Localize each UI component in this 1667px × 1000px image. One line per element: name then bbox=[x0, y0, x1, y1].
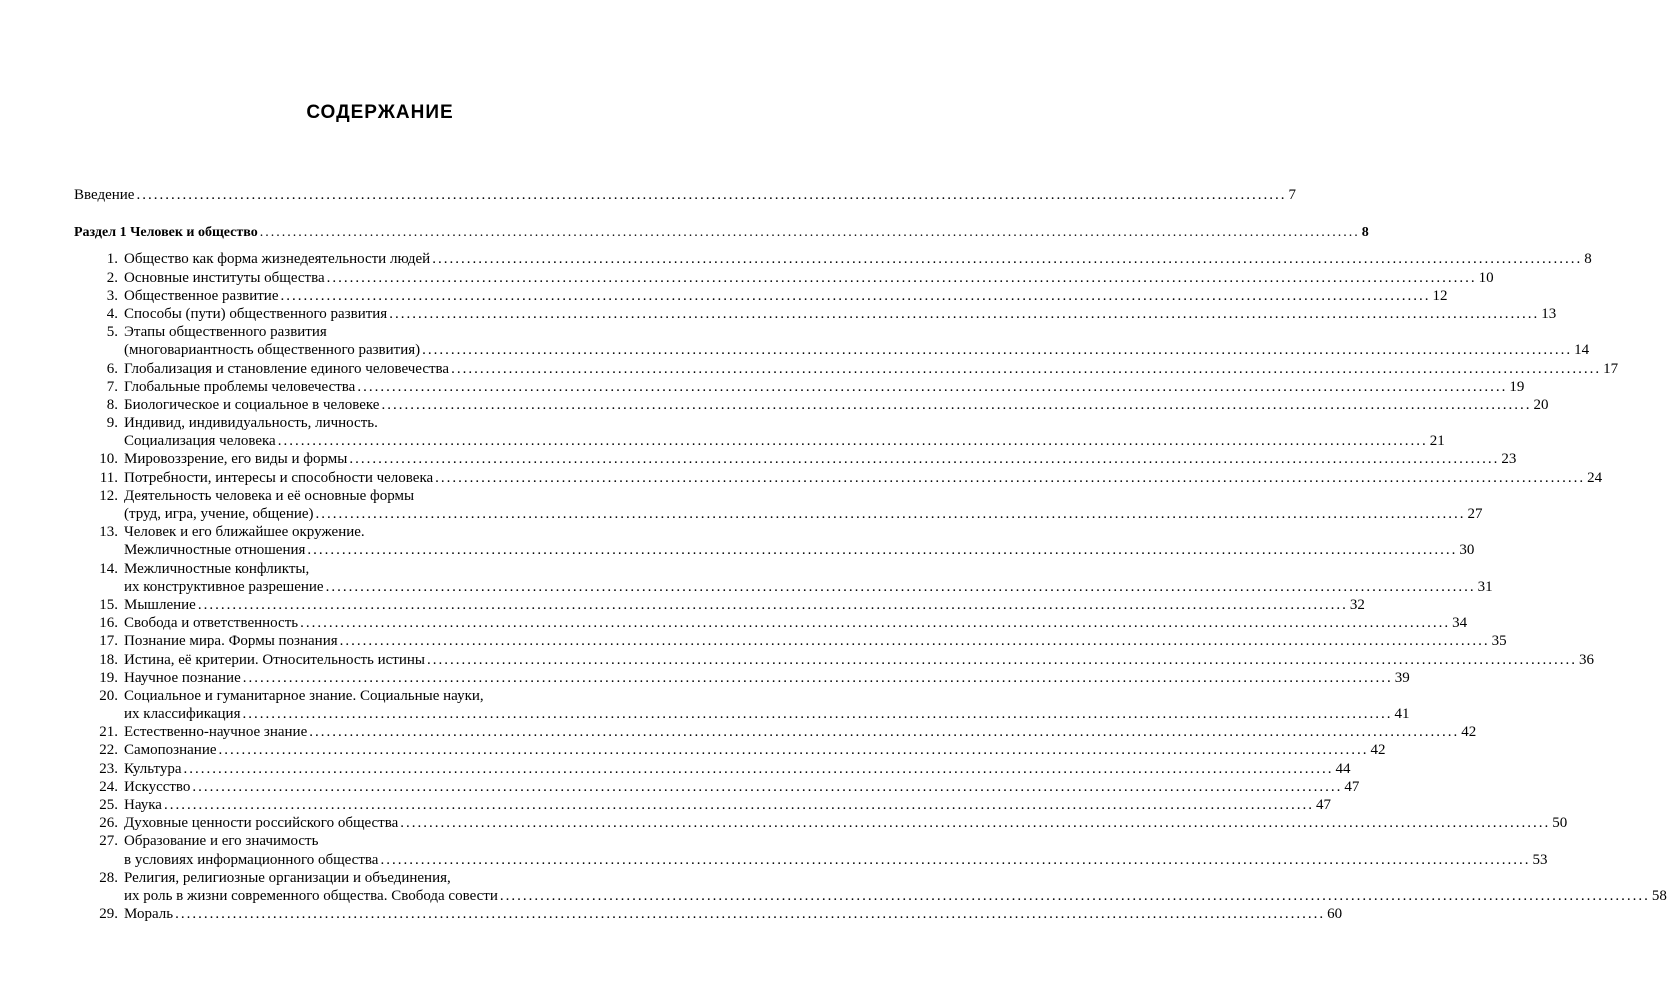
dot-leader: ........................................................................................................................................................................................................ bbox=[326, 269, 1477, 286]
toc-entry-line bbox=[74, 669, 1410, 687]
toc-entry-line bbox=[74, 614, 1468, 632]
dot-leader: ........................................................................................................................................................................................................ bbox=[242, 669, 1393, 686]
toc-entry-line bbox=[74, 705, 1410, 723]
toc-entry-page: 41 bbox=[1394, 706, 1410, 723]
toc-entry-line bbox=[74, 323, 690, 341]
toc-entry[interactable] bbox=[74, 378, 1525, 396]
toc-entry-page: 39 bbox=[1394, 669, 1410, 686]
toc-entry-label: Свобода и ответственность bbox=[124, 615, 299, 632]
dot-leader: ........................................................................................................................................................................................................ bbox=[192, 778, 1343, 795]
toc-entry-line bbox=[74, 851, 1548, 869]
toc-entry-number: 1. bbox=[106, 251, 118, 268]
toc-entry-label: Этапы общественного развития bbox=[124, 324, 327, 341]
toc-entry-page: 58 bbox=[1651, 887, 1667, 904]
toc-entry-label: (труд, игра, учение, общение) bbox=[124, 506, 314, 522]
toc-entry-number: 23. bbox=[99, 760, 118, 777]
toc-entry[interactable] bbox=[74, 596, 1365, 614]
toc-entry-label: Биологическое и социальное в человеке bbox=[124, 396, 380, 413]
toc-entry-page: 24 bbox=[1587, 469, 1603, 486]
toc-entry-label: Научное познание bbox=[124, 669, 241, 686]
toc-entry-page: 17 bbox=[1603, 360, 1619, 377]
toc-entry-line bbox=[74, 687, 690, 705]
toc-entry-label: Общество как форма жизнедеятельности людей bbox=[124, 251, 431, 268]
toc-entry-number: 25. bbox=[99, 797, 118, 813]
dot-leader: ........................................................................................................................................................................................................ bbox=[218, 742, 1369, 759]
toc-entry-page: 47 bbox=[1315, 797, 1331, 813]
toc-entry-line bbox=[74, 378, 1525, 396]
toc-entry-label: Деятельность человека и её основные формы bbox=[124, 487, 415, 504]
toc-entry-number: 29. bbox=[99, 906, 118, 923]
toc-entry-line bbox=[74, 869, 690, 887]
toc-entry-line bbox=[74, 832, 690, 850]
toc-entry-label: Межличностные отношения bbox=[124, 542, 306, 559]
toc-entry-number: 27. bbox=[99, 833, 118, 850]
toc-entry-line bbox=[74, 305, 1557, 323]
toc-entry-page: 36 bbox=[1579, 651, 1594, 668]
toc-entry[interactable] bbox=[74, 469, 1603, 487]
toc-entry[interactable] bbox=[74, 905, 1343, 923]
toc-entry-number: 28. bbox=[99, 869, 118, 886]
toc-entry-line bbox=[74, 578, 1493, 596]
dot-leader: ........................................................................................................................................................................................................ bbox=[422, 342, 1573, 359]
dot-leader: ........................................................................................................................................................................................................ bbox=[400, 815, 1551, 832]
toc-entry-page: 42 bbox=[1461, 724, 1477, 741]
toc-entry-label: Искусство bbox=[124, 778, 191, 795]
dot-leader: ........................................................................................................................................................................................................ bbox=[242, 706, 1393, 723]
toc-entry-page: 8 bbox=[1584, 251, 1592, 268]
toc-entry-line bbox=[74, 796, 1331, 814]
toc-entry-line bbox=[74, 541, 1475, 559]
toc-entry-line bbox=[74, 250, 1592, 268]
toc-entry-label: Религия, религиозные организации и объединения, bbox=[124, 869, 451, 886]
dot-leader: ........................................................................................................................................................................................................ bbox=[315, 506, 1466, 522]
toc-entry-label: их классификация bbox=[124, 706, 241, 723]
toc-entry-page: 10 bbox=[1478, 269, 1494, 286]
dot-leader: ........................................................................................................................................................................................................ bbox=[307, 542, 1458, 559]
dot-leader: ........................................................................................................................................................................................................ bbox=[183, 760, 1334, 777]
toc-entry-number: 21. bbox=[99, 724, 118, 741]
section-label: Раздел 1 Человек и общество bbox=[74, 225, 258, 241]
dot-leader: ........................................................................................................................................................................................................ bbox=[259, 225, 1360, 241]
toc-entry[interactable] bbox=[74, 560, 1493, 596]
toc-entry-line bbox=[74, 778, 1360, 796]
toc-entry-label: Общественное развитие bbox=[124, 287, 279, 304]
dot-leader: ........................................................................................................................................................................................................ bbox=[277, 433, 1428, 450]
toc-entry-line bbox=[74, 450, 1517, 468]
toc-entry-number: 19. bbox=[99, 669, 118, 686]
dot-leader: ........................................................................................................................................................................................................ bbox=[381, 396, 1532, 413]
toc-entry-number: 11. bbox=[99, 469, 118, 486]
dot-leader: ........................................................................................................................................................................................................ bbox=[325, 578, 1476, 595]
dot-leader: ........................................................................................................................................................................................................ bbox=[280, 287, 1431, 304]
toc-entry-page: 20 bbox=[1533, 396, 1549, 413]
dot-leader: ........................................................................................................................................................................................................ bbox=[339, 633, 1490, 650]
toc-entry-number: 9. bbox=[106, 415, 118, 432]
toc-entry-label: Наука bbox=[124, 797, 162, 813]
toc-entry-label: (многовариантность общественного развития) bbox=[124, 342, 421, 359]
toc-entry[interactable] bbox=[74, 360, 1619, 378]
toc-entry-number: 17. bbox=[99, 633, 118, 650]
toc-entry-page: 32 bbox=[1349, 596, 1365, 613]
toc-entry-number: 18. bbox=[99, 651, 118, 668]
toc-entry[interactable] bbox=[74, 632, 1507, 650]
toc-entry[interactable] bbox=[74, 687, 1410, 723]
toc-entry-page: 27 bbox=[1467, 506, 1483, 522]
toc-entry-label: Мировоззрение, его виды и формы bbox=[124, 451, 348, 468]
toc-entry[interactable] bbox=[74, 796, 1331, 814]
toc-entry-number: 8. bbox=[106, 396, 118, 413]
toc-entry-line bbox=[74, 760, 1351, 778]
toc-entry-line bbox=[74, 523, 690, 541]
toc-entry-label: Межличностные конфликты, bbox=[124, 560, 310, 577]
dot-leader: ........................................................................................................................................................................................................ bbox=[309, 724, 1460, 741]
toc-entry[interactable] bbox=[74, 832, 1548, 868]
toc-entry-line bbox=[74, 632, 1507, 650]
dot-leader: ........................................................................................................................................................................................................ bbox=[175, 906, 1326, 923]
toc-entry-line bbox=[74, 487, 690, 505]
table-of-contents bbox=[74, 186, 1667, 923]
toc-entry-page: 50 bbox=[1552, 815, 1568, 832]
toc-entry[interactable] bbox=[74, 614, 1468, 632]
toc-entry-page: 12 bbox=[1432, 287, 1448, 304]
toc-entry[interactable] bbox=[74, 778, 1360, 796]
toc-entry-page: 13 bbox=[1541, 305, 1557, 322]
toc-entry-page: 42 bbox=[1370, 742, 1386, 759]
dot-leader: ........................................................................................................................................................................................................ bbox=[451, 360, 1602, 377]
toc-entry-line bbox=[74, 560, 690, 578]
toc-entry-label: Человек и его ближайшее окружение. bbox=[124, 524, 365, 541]
toc-entry[interactable] bbox=[74, 741, 1386, 759]
toc-entry[interactable] bbox=[74, 269, 1494, 287]
dot-leader: ........................................................................................................................................................................................................ bbox=[499, 887, 1650, 904]
toc-entry-line bbox=[74, 651, 1594, 669]
toc-entry-label: Самопознание bbox=[124, 742, 217, 759]
toc-entry[interactable] bbox=[74, 723, 1477, 741]
toc-entry-page: 60 bbox=[1327, 906, 1343, 923]
toc-entry[interactable] bbox=[74, 487, 1483, 523]
toc-entry-line bbox=[74, 360, 1619, 378]
toc-entry-line bbox=[74, 269, 1494, 287]
toc-entry-label: Истина, её критерии. Относительность истины bbox=[124, 651, 425, 668]
toc-entry-number: 10. bbox=[99, 451, 118, 468]
toc-entry[interactable] bbox=[74, 669, 1410, 687]
toc-entry-label: Социальное и гуманитарное знание. Социальные науки, bbox=[124, 687, 484, 704]
toc-entry-number: 26. bbox=[99, 815, 118, 832]
toc-entry-page: 19 bbox=[1509, 378, 1525, 395]
toc-entry-label: Мышление bbox=[124, 596, 196, 613]
toc-entry-label: Познание мира. Формы познания bbox=[124, 633, 338, 650]
toc-entry-label: Способы (пути) общественного развития bbox=[124, 305, 388, 322]
toc-entry-line bbox=[74, 432, 1445, 450]
toc-entry-label: Основные институты общества bbox=[124, 269, 325, 286]
toc-entry-line bbox=[74, 469, 1603, 487]
toc-entry-label: их роль в жизни современного общества. Свобода совести bbox=[124, 887, 498, 904]
toc-entry-number: 3. bbox=[106, 287, 118, 304]
toc-entry-label: Глобальные проблемы человечества bbox=[124, 378, 356, 395]
toc-entry[interactable] bbox=[74, 450, 1517, 468]
toc-entry-number: 5. bbox=[106, 324, 118, 341]
toc-entry-page: 7 bbox=[1288, 187, 1296, 203]
toc-entry-number: 13. bbox=[99, 524, 118, 541]
toc-entry-number: 7. bbox=[106, 378, 118, 395]
dot-leader: ........................................................................................................................................................................................................ bbox=[389, 305, 1540, 322]
toc-entry-label: Культура bbox=[124, 760, 182, 777]
toc-entry[interactable] bbox=[74, 250, 1592, 268]
toc-entry-number: 24. bbox=[99, 778, 118, 795]
toc-entry-number: 12. bbox=[99, 487, 118, 504]
toc-entry-number: 4. bbox=[106, 305, 118, 322]
toc-entry-label: Образование и его значимость bbox=[124, 833, 319, 850]
toc-entry-label: Потребности, интересы и способности человека bbox=[124, 469, 434, 486]
toc-entry-page: 14 bbox=[1574, 342, 1590, 359]
toc-entry-label: Мораль bbox=[124, 906, 174, 923]
toc-entry-number: 16. bbox=[99, 615, 118, 632]
toc-entry[interactable] bbox=[74, 760, 1351, 778]
toc-entry-label: Духовные ценности российского общества bbox=[124, 815, 399, 832]
toc-entry-page: 53 bbox=[1532, 851, 1548, 868]
dot-leader: ........................................................................................................................................................................................................ bbox=[136, 187, 1287, 203]
toc-entry-intro[interactable] bbox=[74, 186, 1296, 204]
toc-entry-number: 14. bbox=[99, 560, 118, 577]
toc-entry-label: Глобализация и становление единого человечества bbox=[124, 360, 450, 377]
toc-entry[interactable] bbox=[74, 323, 1590, 359]
toc-entry-page: 35 bbox=[1491, 633, 1507, 650]
dot-leader: ........................................................................................................................................................................................................ bbox=[427, 651, 1577, 668]
toc-entry-label: Естественно-научное знание bbox=[124, 724, 308, 741]
toc-entry-page: 34 bbox=[1452, 615, 1468, 632]
dot-leader: ........................................................................................................................................................................................................ bbox=[435, 469, 1586, 486]
toc-entry-line bbox=[74, 905, 1343, 923]
toc-entry-number: 15. bbox=[99, 596, 118, 613]
toc-entry[interactable] bbox=[74, 287, 1448, 305]
dot-leader: ........................................................................................................................................................................................................ bbox=[380, 851, 1531, 868]
toc-entry-label: Введение bbox=[74, 187, 135, 203]
toc-entry[interactable] bbox=[74, 814, 1568, 832]
toc-entry-line bbox=[74, 341, 1590, 359]
toc-entry-page: 30 bbox=[1459, 542, 1475, 559]
toc-entry-line bbox=[74, 287, 1448, 305]
toc-entry-page: 44 bbox=[1335, 760, 1351, 777]
dot-leader: ........................................................................................................................................................................................................ bbox=[349, 451, 1500, 468]
toc-entry[interactable] bbox=[74, 414, 1445, 450]
toc-entry-number: 22. bbox=[99, 742, 118, 759]
toc-entry-page: 47 bbox=[1344, 778, 1360, 795]
toc-entry-line bbox=[74, 814, 1568, 832]
page-title: СОДЕРЖАНИЕ bbox=[306, 102, 454, 123]
section-page: 8 bbox=[1361, 225, 1369, 241]
toc-entry[interactable] bbox=[74, 651, 1594, 669]
toc-entry[interactable] bbox=[74, 869, 1667, 905]
toc-entry-label: Индивид, индивидуальность, личность. bbox=[124, 415, 378, 432]
toc-entry-line bbox=[74, 887, 1667, 905]
toc-entry-number: 2. bbox=[106, 269, 118, 286]
toc-entry-number: 6. bbox=[106, 360, 118, 377]
dot-leader: ........................................................................................................................................................................................................ bbox=[163, 797, 1314, 813]
toc-entry-label: их конструктивное разрешение bbox=[124, 578, 324, 595]
toc-items bbox=[74, 250, 1667, 923]
toc-entry-page: 23 bbox=[1501, 451, 1517, 468]
toc-entry[interactable] bbox=[74, 305, 1557, 323]
toc-entry-label: в условиях информационного общества bbox=[124, 851, 379, 868]
toc-entry-page: 31 bbox=[1477, 578, 1493, 595]
toc-entry-line bbox=[74, 396, 1549, 414]
dot-leader: ........................................................................................................................................................................................................ bbox=[300, 615, 1451, 632]
dot-leader: ........................................................................................................................................................................................................ bbox=[197, 596, 1348, 613]
toc-entry[interactable] bbox=[74, 396, 1549, 414]
toc-entry[interactable] bbox=[74, 523, 1475, 559]
toc-entry-line bbox=[74, 596, 1365, 614]
toc-entry-label: Социализация человека bbox=[124, 433, 276, 450]
toc-entry-number: 20. bbox=[99, 687, 118, 704]
dot-leader: ........................................................................................................................................................................................................ bbox=[432, 251, 1583, 268]
dot-leader: ........................................................................................................................................................................................................ bbox=[357, 378, 1508, 395]
toc-entry-line bbox=[74, 505, 1483, 523]
toc-section-heading[interactable] bbox=[74, 224, 1369, 242]
toc-entry-line bbox=[74, 414, 690, 432]
toc-entry-line bbox=[74, 741, 1386, 759]
toc-entry-page: 21 bbox=[1429, 433, 1445, 450]
toc-entry-line bbox=[74, 723, 1477, 741]
